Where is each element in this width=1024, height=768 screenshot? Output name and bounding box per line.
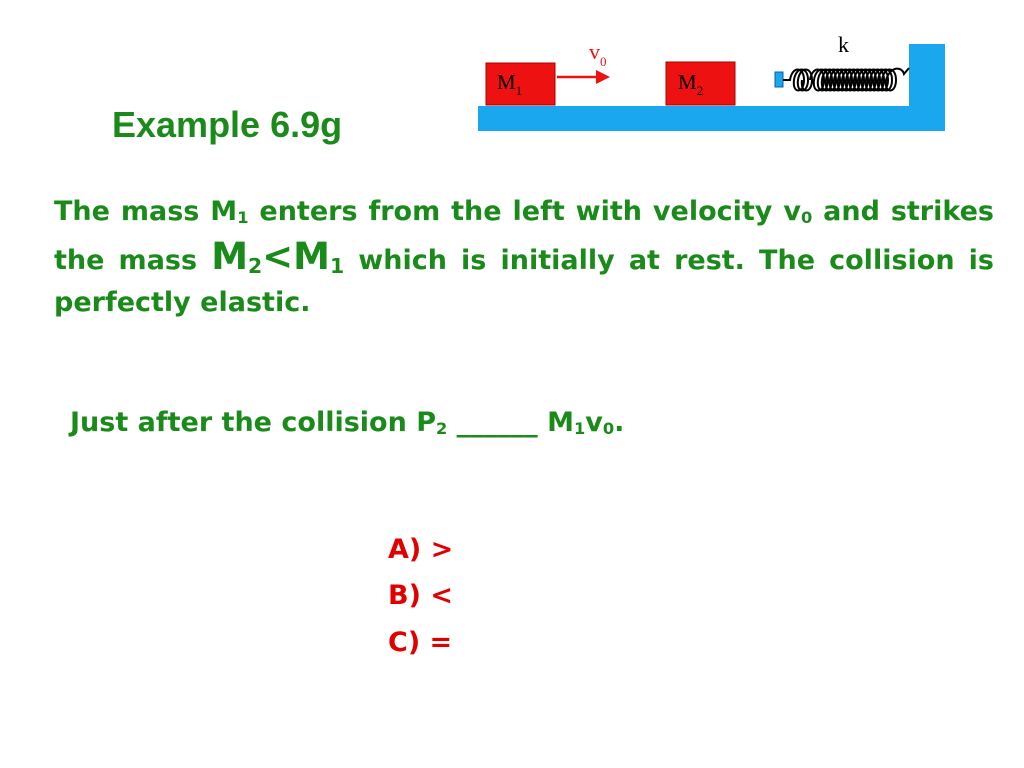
problem-statement: The mass $M_1$ enters from the left with velocity $v_0$ and strikes the mass $M_2<M_1$ which is initially at rest. The collision is perfectly elastic.	[54, 196, 994, 318]
choice-c: C) =	[388, 626, 453, 658]
question-text: Just after the collision $P_2$ ______ $M_1v_0$.	[70, 407, 625, 439]
mass-inequality: $M_2<M_1$	[211, 235, 345, 279]
block-m2-label: $M_2$	[678, 70, 704, 98]
spring-coil	[783, 68, 909, 91]
slide-title: Example 6.9g	[112, 104, 343, 145]
block-m1-label: $M_1$	[497, 70, 523, 98]
wall	[909, 44, 945, 131]
velocity-label: $v_0$	[589, 39, 607, 69]
answer-choices	[388, 527, 453, 666]
track	[478, 106, 945, 131]
choice-b: B) <	[388, 580, 453, 612]
velocity-arrowhead	[596, 70, 610, 84]
choice-a: A) >	[388, 534, 454, 565]
spring-plate	[775, 72, 783, 87]
spring-label: k	[838, 32, 849, 57]
collision-diagram	[470, 30, 960, 140]
